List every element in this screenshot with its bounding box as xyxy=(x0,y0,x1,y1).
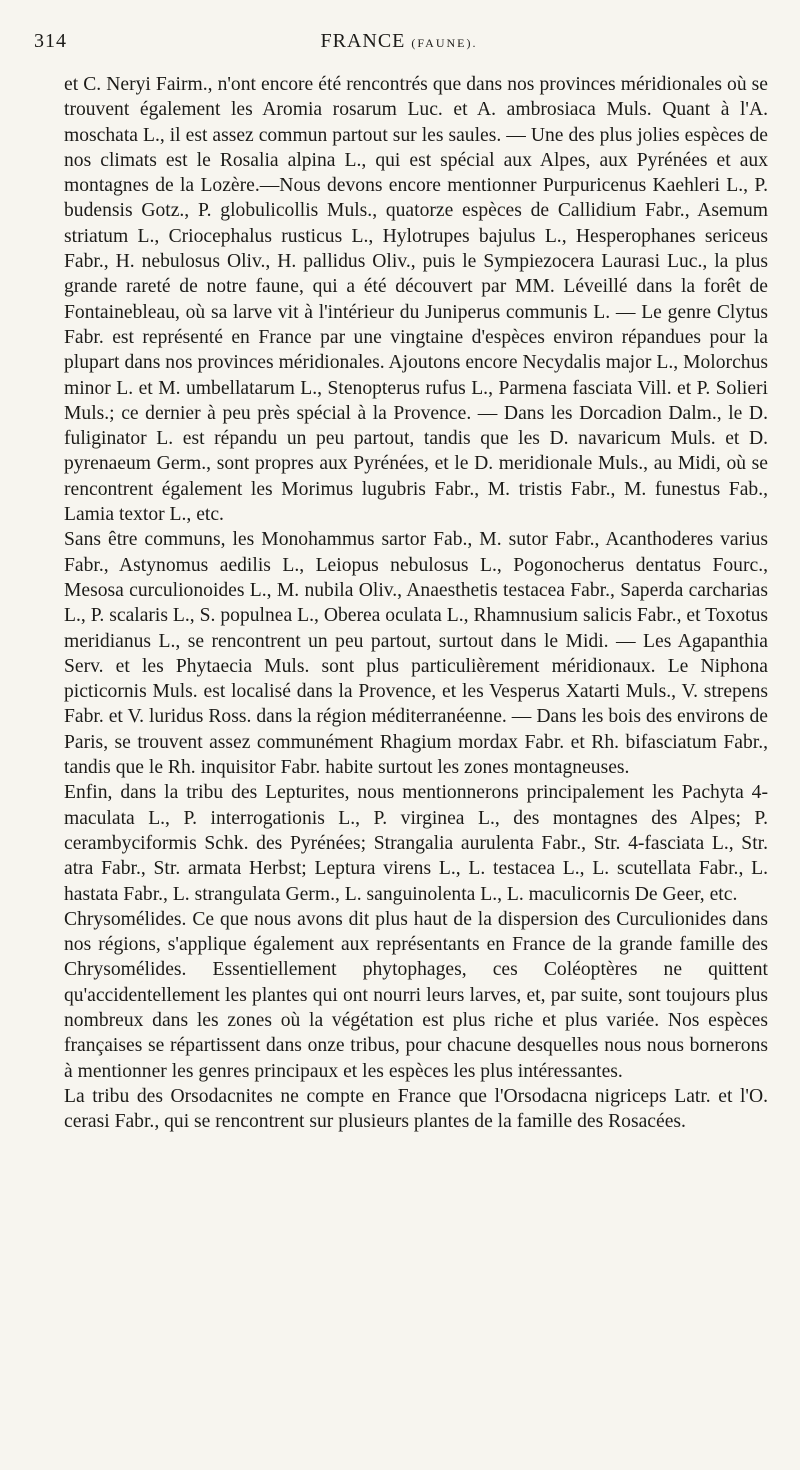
body-text xyxy=(64,72,768,1134)
paragraph-orsodacnites: La tribu des Orsodacnites ne compte en France que l'Orsodacna nigriceps Latr. et l'O. cerasi Fabr., qui se rencontrent sur plusieurs plantes de la famille des Rosacées. xyxy=(64,1085,768,1133)
page-header xyxy=(34,30,764,60)
paragraph-cerambycides-continued: et C. Neryi Fairm., n'ont encore été rencontrés que dans nos provinces méridionales où se trouvent également les Aromia rosarum Luc. et A. ambrosiaca Muls. Quant à l'A. moschata L., il est assez commun partout sur les saules. — Une des plus jolies espèces de nos climats est le Rosalia alpina L., qui est spécial aux Alpes, aux Pyrénées et aux montagnes de la Lozère.—Nous devons encore mentionner Purpuricenus Kaehleri L., P. budensis Gotz., P. globulicollis Muls., quatorze espèces de Callidium Fabr., Asemum striatum L., Criocephalus rusticus L., Hylotrupes bajulus L., Hesperophanes sericeus Fabr., H. nebulosus Oliv., H. pallidus Oliv., puis le Sympiezocera Laurasi Luc., la plus grande rareté de notre faune, qui a été découvert par MM. Léveillé dans la forêt de Fontainebleau, où sa larve vit à l'intérieur du Juniperus communis L. — Le genre Clytus Fabr. est représenté en France par une vingtaine d'espèces environ répandues pour la plupart dans nos provinces méridionales. Ajoutons encore Necydalis major L., Molorchus minor L. et M. umbellatarum L., Stenopterus rufus L., Parmena fasciata Vill. et P. Solieri Muls.; ce dernier à peu près spécial à la Provence. — Dans les Dorcadion Dalm., le D. fuliginator L. est répandu un peu partout, tandis que les D. navaricum Muls. et D. pyrenaeum Germ., sont propres aux Pyrénées, et le D. meridionale Muls., au Midi, où se rencontrent également les Morimus lugubris Fabr., M. tristis Fabr., M. funestus Fab., Lamia textor L., etc. xyxy=(64,74,768,526)
running-head-title: FRANCE xyxy=(320,30,406,52)
running-head xyxy=(34,30,764,53)
running-head-subtitle: (FAUNE). xyxy=(411,36,478,50)
page-number: 314 xyxy=(34,30,67,52)
paragraph-monohammus: Sans être communs, les Monohammus sartor Fab., M. sutor Fabr., Acanthoderes varius Fabr., Astynomus aedilis L., Leiopus nebulosus L., Pogonocherus dentatus Fourc., Mesosa curculionoides L., M. nubila Oliv., Anaesthetis testacea Fabr., Saperda carcharias L., P. scalaris L., S. populnea L., Oberea oculata L., Rhamnusium salicis Fabr., et Toxotus meridianus L., se rencontrent un peu partout, surtout dans le Midi. — Les Agapanthia Serv. et les Phytaecia Muls. sont plus particulièrement méridionaux. Le Niphona picticornis Muls. est localisé dans la Provence, et les Vesperus Xatarti Muls., V. strepens Fabr. et V. luridus Ross. dans la région méditerranéenne. — Dans les bois des environs de Paris, se trouvent assez communément Rhagium mordax Fabr. et Rh. bifasciatum Fabr., tandis que le Rh. inquisitor Fabr. habite surtout les zones montagneuses. xyxy=(64,529,768,779)
paragraph-lepturites: Enfin, dans la tribu des Lepturites, nous mentionnerons principalement les Pachyta 4-maculata L., P. interrogationis L., P. virginea L., des montagnes des Alpes; P. cerambyciformis Schk. des Pyrénées; Strangalia aurulenta Fabr., Str. 4-fasciata L., Str. atra Fabr., Str. armata Herbst; Leptura virens L., L. testacea L., L. scutellata Fabr., L. hastata Fabr., L. strangulata Germ., L. sanguinolenta L., L. maculicornis De Geer, etc. xyxy=(64,782,768,905)
paragraph-chrysomelides: Chrysomélides. Ce que nous avons dit plus haut de la dispersion des Curculionides dans nos régions, s'applique également aux représentants en France de la grande famille des Chrysomélides. Essentiellement phytophages, ces Coléoptères ne quittent qu'accidentellement les plantes qui ont nourri leurs larves, et, par suite, sont toujours plus nombreux dans les zones où la végétation est plus riche et plus variée. Nos espèces françaises se répartissent dans onze tribus, pour chacune desquelles nous nous bornerons à mentionner les genres principaux et les espèces les plus intéressantes. xyxy=(64,908,768,1082)
